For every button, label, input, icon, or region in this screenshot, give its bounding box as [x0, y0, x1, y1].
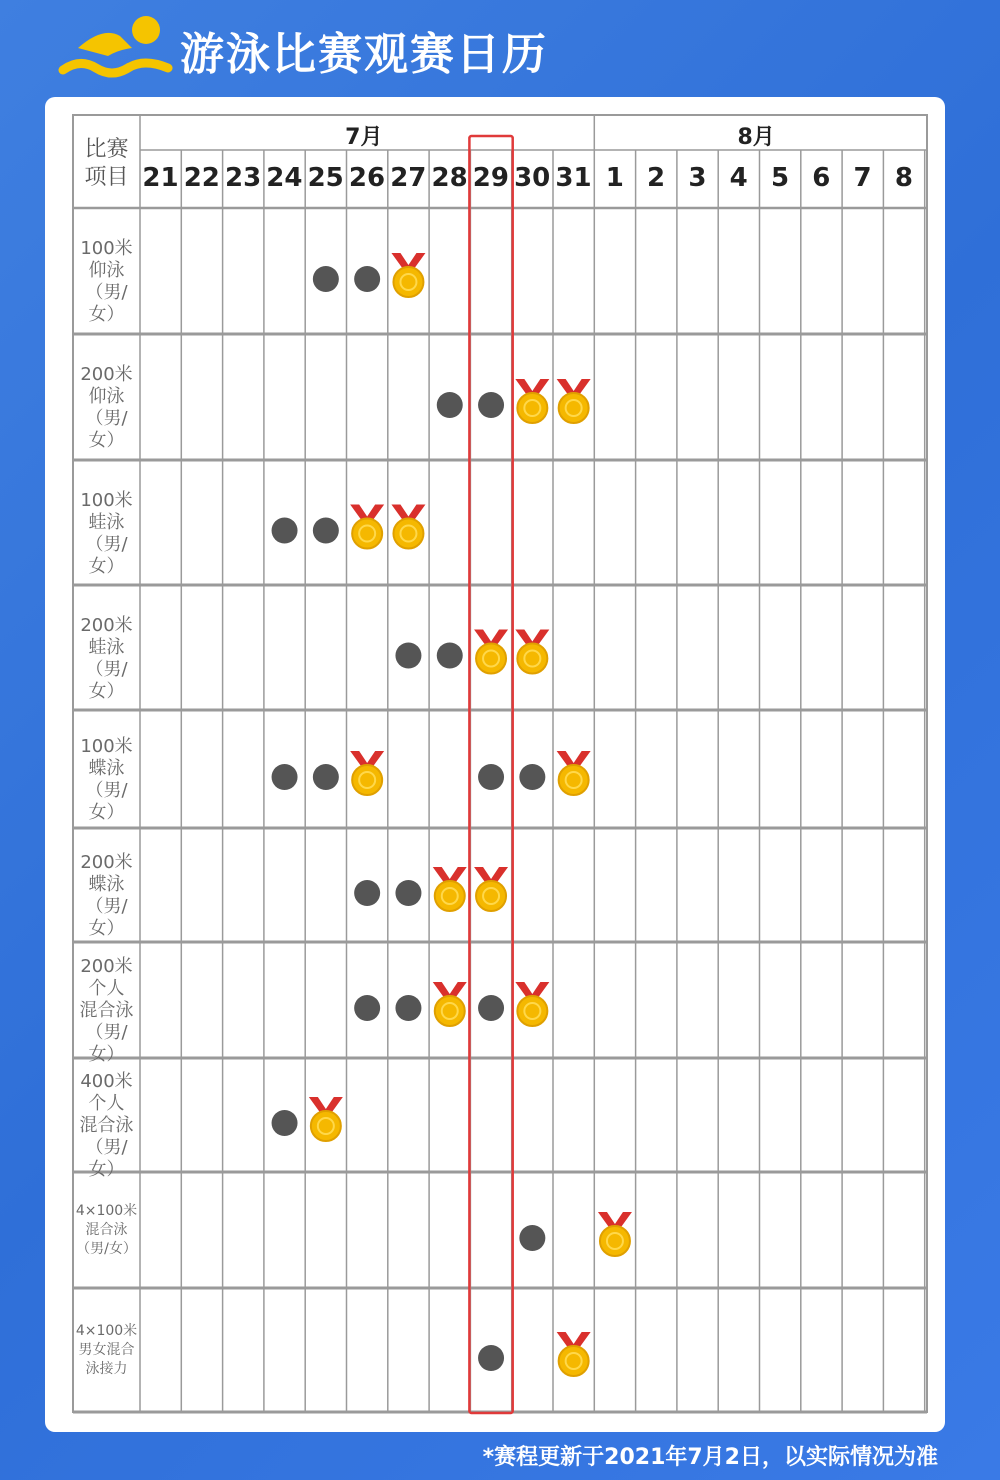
event-label-line: 蝶泳 [88, 874, 125, 895]
event-label-line: 混合泳 [79, 1000, 134, 1021]
gold-medal-icon [435, 996, 465, 1026]
month-label-august: 8月 [737, 125, 775, 150]
day-label: 1 [605, 163, 624, 193]
day-label: 3 [688, 163, 707, 193]
day-label: 23 [225, 163, 262, 193]
heat-dot [354, 880, 380, 906]
event-label [73, 736, 140, 824]
heat-dot [519, 1225, 545, 1251]
event-label-line: 100米 [80, 736, 133, 757]
event-label-line: （男/女） [85, 896, 128, 939]
heat-dot [395, 880, 421, 906]
event-label-line: 男女混合 [78, 1341, 135, 1358]
day-label: 25 [307, 163, 344, 193]
event-label-line: 蝶泳 [88, 758, 125, 779]
event-label-line: 蛙泳 [88, 636, 125, 658]
day-label: 8 [894, 163, 913, 193]
event-label-line: 仰泳 [88, 386, 125, 407]
event-label-line: （男/女） [85, 658, 128, 702]
gold-medal-icon [600, 1226, 630, 1256]
gold-medal-icon [393, 519, 423, 549]
gold-medal-icon [476, 881, 506, 911]
gold-medal-icon [559, 765, 589, 795]
event-label [73, 956, 140, 1066]
heat-dot [272, 1110, 298, 1136]
event-label-line: 仰泳 [88, 260, 125, 281]
event-label-line: （男/女） [85, 408, 128, 451]
heat-dot [313, 518, 339, 544]
event-label [73, 1202, 140, 1259]
day-label: 4 [729, 163, 748, 193]
heat-dot [519, 764, 545, 790]
gold-medal-icon [311, 1111, 341, 1141]
day-label: 5 [770, 163, 790, 193]
heat-dot [313, 764, 339, 790]
heat-dot [395, 995, 421, 1021]
event-label-line: 蛙泳 [88, 511, 125, 533]
heat-dot [354, 266, 380, 292]
day-label: 24 [266, 163, 303, 193]
event-label-line: 4×100米 [75, 1202, 138, 1219]
event-label [73, 364, 140, 452]
event-label-line: 混合泳 [85, 1221, 128, 1238]
heat-dot [478, 392, 504, 418]
heat-dot [437, 643, 463, 669]
day-label: 30 [514, 163, 551, 193]
event-label [73, 490, 140, 578]
gold-medal-icon [352, 765, 382, 795]
gold-medal-icon [559, 1346, 589, 1376]
day-label: 31 [555, 163, 592, 193]
event-label [73, 1071, 140, 1181]
month-label-july: 7月 [345, 125, 383, 150]
event-label [73, 238, 140, 326]
day-label: 26 [348, 163, 386, 193]
event-label-line: （男/女） [85, 1022, 128, 1065]
gold-medal-icon [517, 996, 547, 1026]
event-label-line: （男/女） [76, 1240, 137, 1257]
day-label: 22 [183, 163, 220, 193]
event-label-line: （男/女） [85, 1137, 128, 1180]
event-label-line: 4×100米 [75, 1322, 138, 1339]
gold-medal-icon [517, 393, 547, 423]
event-label [73, 852, 140, 940]
gold-medal-icon [517, 644, 547, 674]
event-label-line: 400米 [80, 1071, 133, 1092]
day-label: 7 [853, 163, 872, 193]
page-title: 游泳比赛观赛日历 [180, 29, 548, 80]
event-label-line: 混合泳 [79, 1115, 134, 1136]
heat-dot [354, 995, 380, 1021]
heat-dot [478, 1345, 504, 1371]
event-label-line: （男/女） [85, 780, 128, 823]
gold-medal-icon [476, 644, 506, 674]
grid-frame [73, 115, 927, 1412]
event-label-line: （男/女） [85, 533, 128, 577]
event-label-line: 200米 [80, 364, 133, 385]
day-label: 2 [647, 163, 666, 193]
day-label: 28 [431, 163, 468, 193]
day-label: 6 [812, 163, 831, 193]
event-label-line: （男/女） [85, 282, 128, 325]
heat-dot [272, 764, 298, 790]
event-label-line: 泳接力 [85, 1360, 128, 1377]
header-label: 比赛 项目 [84, 137, 129, 190]
day-label: 27 [390, 163, 427, 193]
event-label-line: 200米 [80, 956, 133, 977]
heat-dot [437, 392, 463, 418]
gold-medal-icon [559, 393, 589, 423]
day-label: 29 [472, 163, 509, 193]
event-label-line: 200米 [80, 852, 133, 873]
event-label-line: 100米 [80, 489, 133, 511]
event-label-line: 个人 [88, 1093, 125, 1114]
event-label-line: 200米 [80, 614, 133, 636]
heat-dot [395, 643, 421, 669]
footnote: *赛程更新于2021年7月2日，以实际情况为准 [482, 1445, 938, 1470]
heat-dot [313, 266, 339, 292]
event-label-line: 个人 [88, 978, 125, 999]
event-label [73, 615, 140, 703]
heat-dot [478, 995, 504, 1021]
gold-medal-icon [393, 267, 423, 297]
heat-dot [478, 764, 504, 790]
day-label: 21 [142, 163, 179, 193]
event-label-line: 100米 [80, 238, 133, 259]
gold-medal-icon [435, 881, 465, 911]
gold-medal-icon [352, 519, 382, 549]
event-label [73, 1322, 140, 1379]
heat-dot [272, 518, 298, 544]
